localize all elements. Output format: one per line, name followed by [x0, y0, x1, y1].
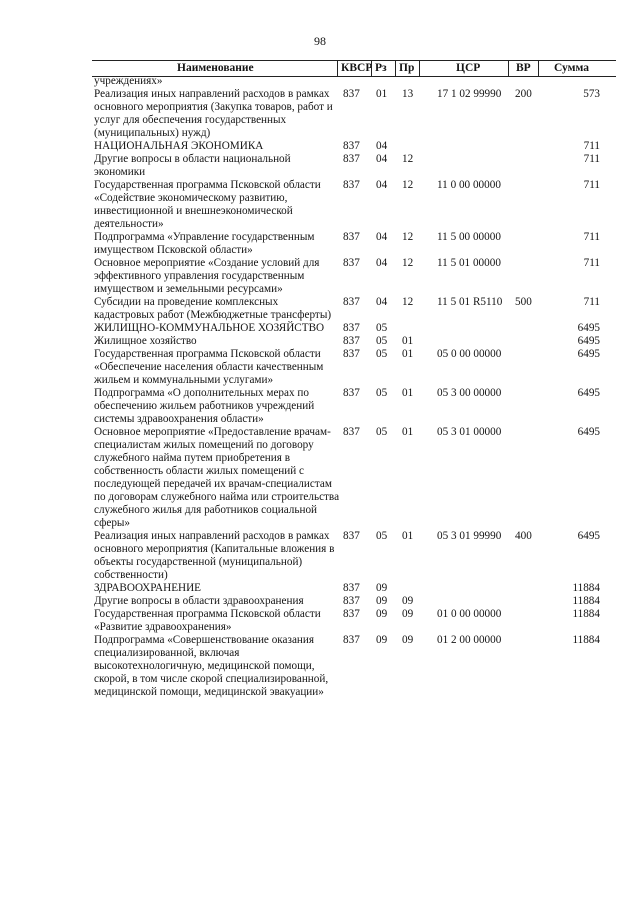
header-divider: [337, 61, 338, 76]
row-name: Государственная программа Псковской области «Содействие экономическому развитию, инвестиционной и внешнеэкономической деятельности»: [94, 179, 321, 230]
row-sum: 6495: [577, 322, 600, 334]
row-name: Реализация иных направлений расходов в рамках основного мероприятия (Капитальные вложения в объекты государственной (муниципальной) собственности): [94, 530, 335, 581]
row-sum: 6495: [577, 426, 600, 438]
row-pr: 12: [402, 153, 414, 165]
row-rz: 05: [376, 387, 388, 399]
row-rz: 05: [376, 426, 388, 438]
table-row: [0, 582, 640, 595]
row-sum: 6495: [577, 530, 600, 542]
row-name: ЗДРАВООХРАНЕНИЕ: [94, 582, 202, 594]
row-csr: 01 0 00 00000: [437, 608, 502, 620]
row-kvsr: 837: [343, 530, 360, 542]
table-row: [0, 88, 640, 140]
page-number: 98: [314, 34, 326, 48]
row-csr: 05 3 01 00000: [437, 426, 502, 438]
row-sum: 573: [583, 88, 600, 100]
row-csr: 05 3 00 00000: [437, 387, 502, 399]
row-rz: 04: [376, 179, 388, 191]
row-rz: 09: [376, 595, 388, 607]
row-sum: 11884: [572, 608, 600, 620]
row-name: Подпрограмма «О дополнительных мерах по обеспечению жильем работников учреждений системы здравоохранения области»: [94, 387, 315, 425]
row-csr: 17 1 02 99990: [437, 88, 502, 100]
row-name: Жилищное хозяйство: [94, 335, 197, 347]
table-row: [0, 426, 640, 530]
table-row: [0, 140, 640, 153]
row-rz: 04: [376, 140, 388, 152]
row-vr: 400: [515, 530, 532, 542]
row-name: Другие вопросы в области национальной экономики: [94, 153, 291, 178]
row-name: Подпрограмма «Совершенствование оказания специализированной, включая высокотехнологичную, медицинской помощи, скорой, в том числе скорой специализированной, медицинской помощи, медицинской эвакуации»: [94, 634, 329, 698]
table-row: [0, 257, 640, 296]
row-sum: 6495: [577, 335, 600, 347]
row-name: учреждениях»: [94, 75, 163, 87]
row-rz: 05: [376, 348, 388, 360]
header-sum: Сумма: [554, 62, 589, 74]
row-kvsr: 837: [343, 582, 360, 594]
table-row: [0, 387, 640, 426]
row-pr: 01: [402, 530, 414, 542]
table-row: [0, 231, 640, 257]
row-kvsr: 837: [343, 140, 360, 152]
row-pr: 01: [402, 387, 414, 399]
header-pr: Пр: [399, 62, 415, 74]
row-csr: 05 0 00 00000: [437, 348, 502, 360]
table-row: [0, 530, 640, 582]
row-rz: 09: [376, 582, 388, 594]
row-csr: 05 3 01 99990: [437, 530, 502, 542]
row-kvsr: 837: [343, 296, 360, 308]
row-csr: 01 2 00 00000: [437, 634, 502, 646]
row-pr: 12: [402, 257, 414, 269]
row-rz: 05: [376, 322, 388, 334]
row-pr: 13: [402, 88, 414, 100]
row-sum: 6495: [577, 387, 600, 399]
row-sum: 711: [583, 296, 600, 308]
row-sum: 711: [583, 257, 600, 269]
table-row: [0, 296, 640, 322]
row-pr: 01: [402, 348, 414, 360]
table-row: [0, 348, 640, 387]
row-rz: 05: [376, 530, 388, 542]
row-name: Основное мероприятие «Предоставление врачам-специалистам жилых помещений по договору служебного найма путем приобретения в собственность области жилых помещений с последующей передачей их врачам-специалистам по договорам служебного найма или строительства служебного жилья для работников социальной сферы»: [94, 426, 340, 529]
row-kvsr: 837: [343, 608, 360, 620]
header-name: Наименование: [177, 62, 254, 74]
row-kvsr: 837: [343, 387, 360, 399]
table-row: [0, 179, 640, 231]
row-name: Государственная программа Псковской области «Обеспечение населения области качественным жильем и коммунальными услугами»: [94, 348, 324, 386]
row-vr: 200: [515, 88, 532, 100]
row-pr: 12: [402, 296, 414, 308]
header-divider: [395, 61, 396, 76]
row-pr: 12: [402, 179, 414, 191]
row-kvsr: 837: [343, 634, 360, 646]
budget-table: [0, 75, 640, 699]
row-name: ЖИЛИЩНО-КОММУНАЛЬНОЕ ХОЗЯЙСТВО: [94, 322, 325, 334]
table-row: [0, 634, 640, 699]
row-sum: 711: [583, 153, 600, 165]
table-row: [0, 153, 640, 179]
row-pr: 09: [402, 608, 414, 620]
row-sum: 711: [583, 179, 600, 191]
row-rz: 05: [376, 335, 388, 347]
row-kvsr: 837: [343, 335, 360, 347]
row-rz: 01: [376, 88, 388, 100]
header-csr: ЦСР: [456, 62, 481, 74]
row-csr: 11 0 00 00000: [437, 179, 501, 191]
row-csr: 11 5 01 00000: [437, 257, 501, 269]
row-kvsr: 837: [343, 88, 360, 100]
row-kvsr: 837: [343, 322, 360, 334]
row-pr: 09: [402, 634, 414, 646]
row-pr: 01: [402, 335, 414, 347]
row-csr: 11 5 01 R5110: [437, 296, 503, 308]
row-name: Субсидии на проведение комплексных кадастровых работ (Межбюджетные трансферты): [94, 296, 332, 321]
row-rz: 04: [376, 296, 388, 308]
row-sum: 6495: [577, 348, 600, 360]
row-name: Государственная программа Псковской области «Развитие здравоохранения»: [94, 608, 321, 633]
row-pr: 12: [402, 231, 414, 243]
header-divider: [419, 61, 420, 76]
row-name: Основное мероприятие «Создание условий для эффективного управления государственным имуществом и земельными ресурсами»: [94, 257, 320, 295]
row-sum: 711: [583, 231, 600, 243]
table-row: [0, 75, 640, 88]
row-kvsr: 837: [343, 426, 360, 438]
row-name: Подпрограмма «Управление государственным имуществом Псковской области»: [94, 231, 315, 256]
row-name: НАЦИОНАЛЬНАЯ ЭКОНОМИКА: [94, 140, 264, 152]
row-csr: 11 5 00 00000: [437, 231, 501, 243]
table-row: [0, 335, 640, 348]
header-rz: Рз: [375, 62, 387, 74]
header-divider: [508, 61, 509, 76]
row-pr: 09: [402, 595, 414, 607]
row-kvsr: 837: [343, 179, 360, 191]
header-divider: [371, 61, 372, 76]
row-name: Другие вопросы в области здравоохранения: [94, 595, 304, 607]
header-kvsr: КВСР: [341, 62, 373, 74]
row-rz: 04: [376, 153, 388, 165]
row-rz: 09: [376, 634, 388, 646]
row-kvsr: 837: [343, 595, 360, 607]
table-row: [0, 608, 640, 634]
row-kvsr: 837: [343, 231, 360, 243]
header-vr: ВР: [516, 62, 531, 74]
row-rz: 04: [376, 257, 388, 269]
row-sum: 11884: [572, 595, 600, 607]
row-kvsr: 837: [343, 153, 360, 165]
row-sum: 11884: [572, 582, 600, 594]
table-row: [0, 322, 640, 335]
table-row: [0, 595, 640, 608]
row-kvsr: 837: [343, 257, 360, 269]
row-kvsr: 837: [343, 348, 360, 360]
row-sum: 11884: [572, 634, 600, 646]
row-pr: 01: [402, 426, 414, 438]
row-sum: 711: [583, 140, 600, 152]
row-name: Реализация иных направлений расходов в рамках основного мероприятия (Закупка товаров, работ и услуг для обеспечения государственных (муниципальных) нужд): [94, 88, 333, 139]
header-divider: [538, 61, 539, 76]
row-vr: 500: [515, 296, 532, 308]
row-rz: 04: [376, 231, 388, 243]
row-rz: 09: [376, 608, 388, 620]
